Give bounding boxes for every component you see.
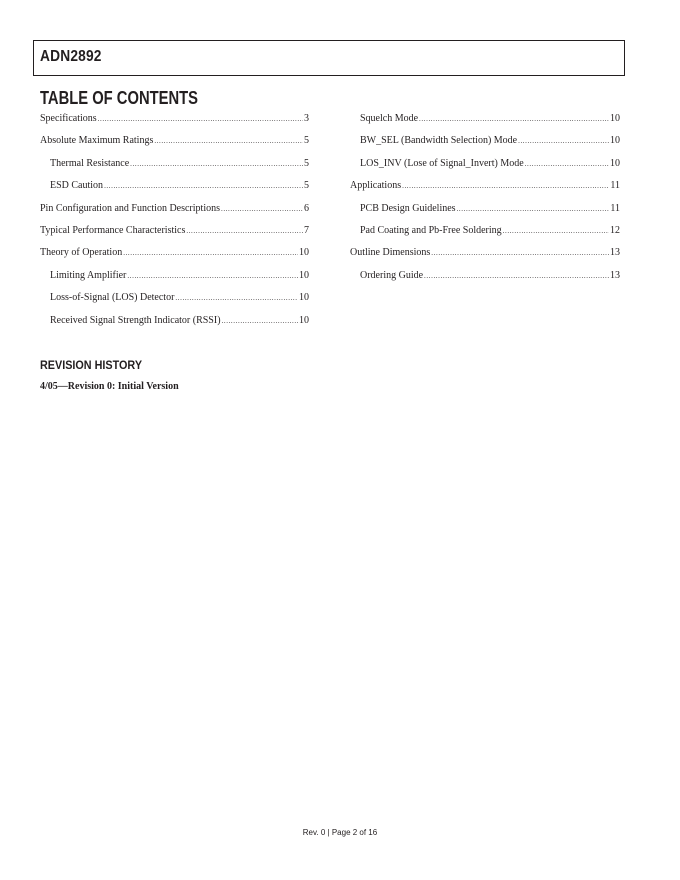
toc-entry-label: Ordering Guide [360,269,424,281]
revision-history-title: REVISION HISTORY [40,358,143,372]
toc-right-column [350,113,620,292]
toc-entry-page: 10 [299,292,309,304]
toc-entry[interactable] [40,292,309,314]
toc-entry-label: ESD Caution [50,180,104,192]
toc-entry[interactable] [350,158,620,180]
toc-entry-page: 11 [610,180,620,192]
dot-leader [424,272,609,280]
dot-leader [130,160,303,168]
toc-entry[interactable] [40,158,309,180]
toc-entry[interactable] [40,180,309,202]
toc-entry-label: Squelch Mode [360,113,419,124]
part-number: ADN2892 [40,48,102,65]
dot-leader [525,160,609,168]
toc-entry-page: 13 [610,269,620,281]
toc-entry[interactable] [40,113,309,135]
dot-leader [186,227,303,235]
toc-entry-label: Pad Coating and Pb-Free Soldering [360,224,502,236]
toc-entry[interactable] [350,203,620,225]
toc-entry[interactable] [40,225,309,247]
toc-entry[interactable] [40,315,309,337]
toc-entry[interactable] [40,270,309,292]
dot-leader [431,249,609,257]
dot-leader [457,205,610,213]
revision-entry: 4/05—Revision 0: Initial Version [40,381,179,392]
toc-entry-page: 10 [610,113,620,124]
page-footer: Rev. 0 | Page 2 of 16 [302,828,378,837]
toc-entry-label: Absolute Maximum Ratings [40,135,154,147]
dot-leader [221,205,303,213]
dot-leader [419,115,609,123]
toc-left-column [40,113,309,337]
toc-entry-page: 13 [610,247,620,259]
toc-entry-label: BW_SEL (Bandwidth Selection) Mode [360,135,518,147]
toc-entry-label: Thermal Resistance [50,157,130,169]
toc-entry-page: 5 [304,157,309,169]
toc-entry[interactable] [40,247,309,269]
toc-entry-label: Theory of Operation [40,247,123,259]
dot-leader [175,294,298,302]
toc-entry[interactable] [350,270,620,292]
toc-entry-page: 10 [610,135,620,147]
toc-entry-page: 11 [610,202,620,214]
toc-entry-label: Outline Dimensions [350,247,431,259]
dot-leader [222,317,298,325]
toc-entry-page: 5 [304,135,309,147]
toc-entry-page: 3 [304,113,309,124]
toc-entry-page: 10 [610,157,620,169]
toc-entry-label: Loss-of-Signal (LOS) Detector [50,292,175,304]
dot-leader [402,182,609,190]
toc-entry-page: 6 [304,202,309,214]
dot-leader [127,272,298,280]
toc-entry-label: Limiting Amplifier [50,269,127,281]
toc-entry[interactable] [40,135,309,157]
toc-entry-page: 5 [304,180,309,192]
toc-entry-page: 12 [610,224,620,236]
toc-entry[interactable] [350,225,620,247]
toc-entry[interactable] [350,113,620,135]
dot-leader [518,137,609,145]
toc-entry-label: Received Signal Strength Indicator (RSSI) [50,314,221,326]
toc-entry-page: 10 [299,247,309,259]
toc-entry-page: 10 [299,269,309,281]
dot-leader [154,137,303,145]
document-header [33,40,625,76]
dot-leader [123,249,298,257]
toc-entry[interactable] [350,247,620,269]
dot-leader [104,182,303,190]
toc-entry-label: LOS_INV (Lose of Signal_Invert) Mode [360,157,524,169]
dot-leader [503,227,609,235]
toc-entry-label: Typical Performance Characteristics [40,224,186,236]
toc-entry-page: 7 [304,224,309,236]
toc-entry-label: Specifications [40,113,97,124]
toc-entry-label: Applications [350,180,402,192]
toc-entry[interactable] [40,203,309,225]
toc-entry[interactable] [350,180,620,202]
toc-entry-label: PCB Design Guidelines [360,202,456,214]
toc-entry[interactable] [350,135,620,157]
toc-entry-page: 10 [299,314,309,326]
toc-entry-label: Pin Configuration and Function Descriptions [40,202,220,214]
dot-leader [98,115,303,123]
toc-title: TABLE OF CONTENTS [40,88,198,108]
